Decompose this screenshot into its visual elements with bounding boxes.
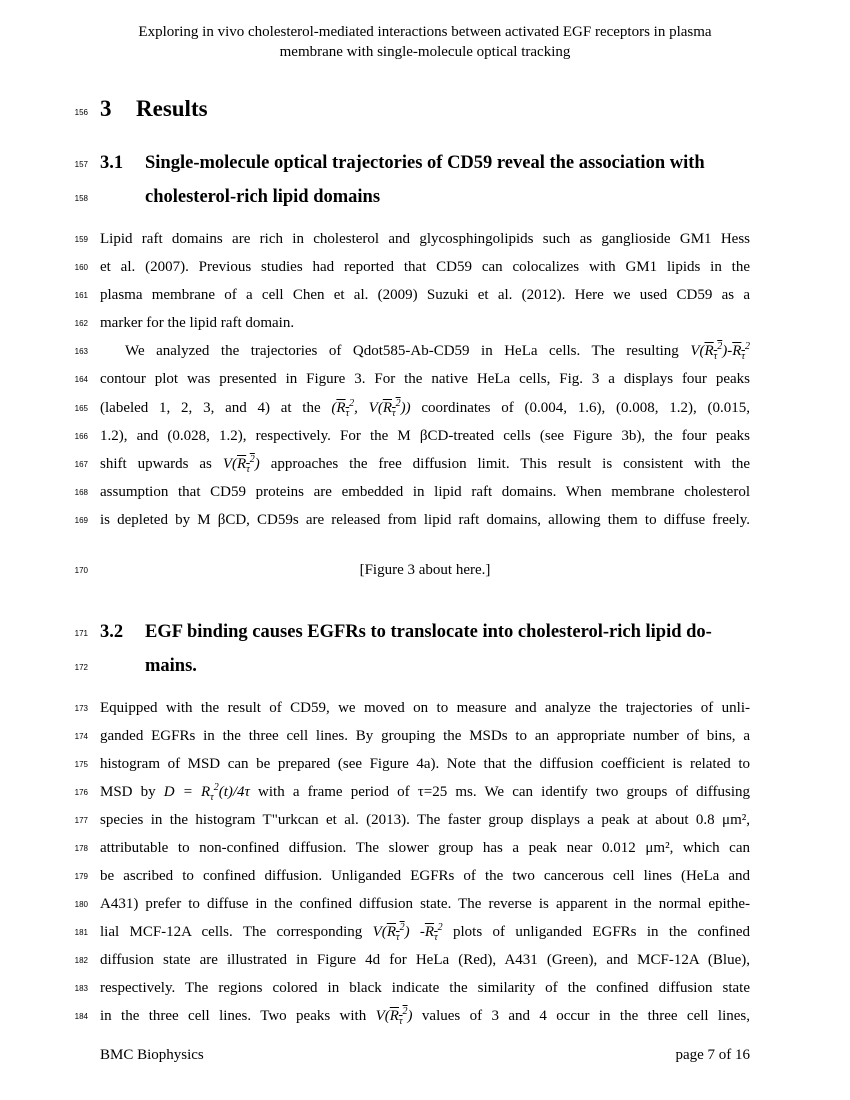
line-number: 184 [74, 1012, 88, 1021]
math-formula: $D = R_\tau^2(t)/4\tau$ [163, 782, 250, 803]
body-text-line [100, 1006, 750, 1026]
line-number: 156 [74, 108, 88, 117]
running-head-line: Exploring in vivo cholesterol-mediated interactions between activated EGF receptors in plasma [138, 24, 712, 40]
line-number: 159 [74, 235, 88, 244]
line-number: 163 [74, 347, 88, 356]
math-formula: $V(R_\tau^2)-R_\tau^2$ [690, 341, 751, 362]
line-number: 182 [74, 956, 88, 965]
body-text-line: histogram of MSD can be prepared (see Figure 4a). Note that the diffusion coefficient is related to [100, 756, 750, 772]
figure-placeholder: [Figure 3 about here.] [359, 562, 491, 578]
subsection-title-line: cholesterol-rich lipid domains [145, 187, 381, 207]
line-number: 160 [74, 263, 88, 272]
body-text-line: Lipid raft domains are rich in cholesterol and glycosphingolipids such as ganglioside GM1 Hess [100, 231, 750, 247]
subsection-title-line: mains. [145, 656, 197, 676]
line-number: 177 [74, 816, 88, 825]
subsection-number: 3.2 [100, 622, 124, 642]
body-text-line: attributable to non-confined diffusion. The slower group has a peak near 0.012 μm², which can [100, 840, 750, 856]
line-number: 173 [74, 704, 88, 713]
line-number: 172 [74, 663, 88, 672]
body-text-line [100, 782, 750, 802]
running-head-line: membrane with single-molecule optical tracking [279, 44, 571, 60]
line-number: 161 [74, 291, 88, 300]
line-number: 178 [74, 844, 88, 853]
subsection-heading [100, 150, 780, 176]
subsection-heading [100, 619, 780, 645]
body-text-line: contour plot was presented in Figure 3. For the native HeLa cells, Fig. 3 a displays four peaks [100, 371, 750, 387]
line-number: 181 [74, 928, 88, 937]
section-heading [100, 94, 780, 124]
body-text-line: 1.2), and (0.028, 1.2), respectively. For the M βCD-treated cells (see Figure 3b), the four peaks [100, 428, 750, 444]
body-text-line: assumption that CD59 proteins are embedded in lipid raft domains. When membrane cholesterol [100, 484, 750, 500]
body-text-segment: coordinates of (0.004, 1.6), (0.008, 1.2), (0.015, [421, 400, 751, 416]
line-number: 179 [74, 872, 88, 881]
body-text-segment: plots of unliganded EGFRs in the confined [453, 924, 751, 940]
body-text-line: marker for the lipid raft domain. [100, 315, 295, 331]
line-number: 170 [74, 566, 88, 575]
page-number: page 7 of 16 [675, 1047, 750, 1063]
body-text-segment: shift upwards as [100, 456, 212, 472]
line-number: 180 [74, 900, 88, 909]
line-number: 158 [74, 194, 88, 203]
section-number: 3 [100, 96, 112, 121]
body-text-line [100, 454, 750, 474]
line-number: 167 [74, 460, 88, 469]
line-number: 169 [74, 516, 88, 525]
math-formula: ($R_\tau^2$, $V(R_\tau^2)$) [331, 398, 411, 419]
line-number: 157 [74, 160, 88, 169]
math-formula: $V(R_\tau^2)$ [222, 454, 260, 475]
body-text-line: et al. (2007). Previous studies had reported that CD59 can colocalizes with GM1 lipids in the [100, 259, 750, 275]
body-text-line: be ascribed to confined diffusion. Unliganded EGFRs of the two cancerous cell lines (HeLa and [100, 868, 750, 884]
line-number: 175 [74, 760, 88, 769]
body-text-line: Equipped with the result of CD59, we moved on to measure and analyze the trajectories of unli- [100, 700, 750, 716]
body-text-segment: We analyzed the trajectories of Qdot585-Ab-CD59 in HeLa cells. The resulting [125, 343, 679, 359]
subsection-title-line: Single-molecule optical trajectories of CD59 reveal the association with [145, 153, 705, 173]
math-formula: $V(R_\tau^2)$ [375, 1006, 413, 1027]
body-text-line: plasma membrane of a cell Chen et al. (2009) Suzuki et al. (2012). Here we used CD59 as a [100, 287, 750, 303]
body-text-line: species in the histogram T"urkcan et al. (2013). The faster group displays a peak at about 0.8 μm², [100, 812, 750, 828]
line-number: 171 [74, 629, 88, 638]
body-text-segment: (labeled 1, 2, 3, and 4) at the [100, 400, 321, 416]
line-number: 165 [74, 404, 88, 413]
line-number: 176 [74, 788, 88, 797]
body-text-line: respectively. The regions colored in black indicate the similarity of the confined diffusion state [100, 980, 750, 996]
running-head [60, 22, 790, 62]
subsection-title-line: EGF binding causes EGFRs to translocate into cholesterol-rich lipid do- [145, 622, 712, 642]
body-text-segment: approaches the free diffusion limit. This result is consistent with the [270, 456, 750, 472]
body-text-line: diffusion state are illustrated in Figure 4d for HeLa (Red), A431 (Green), and MCF-12A (Blue), [100, 952, 750, 968]
line-number: 166 [74, 432, 88, 441]
line-number: 162 [74, 319, 88, 328]
subsection-number: 3.1 [100, 153, 124, 173]
body-text-line: ganded EGFRs in the three cell lines. By grouping the MSDs to an appropriate number of bins, a [100, 728, 750, 744]
journal-name: BMC Biophysics [100, 1047, 204, 1063]
body-text-segment: values of 3 and 4 occur in the three cell lines, [421, 1008, 751, 1024]
body-text-segment: lial MCF-12A cells. The corresponding [100, 924, 363, 940]
line-number: 164 [74, 375, 88, 384]
body-text-line: is depleted by M βCD, CD59s are released from lipid raft domains, allowing them to diffuse freely. [100, 512, 750, 528]
math-formula: $V(R_\tau^2)$ $-R_\tau^2$ [372, 922, 443, 943]
body-text-line [100, 922, 750, 942]
line-number: 168 [74, 488, 88, 497]
body-text-line [100, 341, 750, 361]
body-text-line [100, 398, 750, 418]
line-number: 174 [74, 732, 88, 741]
body-text-segment: MSD by [100, 784, 156, 800]
body-text-segment: with a frame period of τ=25 ms. We can identify two groups of diffusing [258, 784, 751, 800]
body-text-line: A431) prefer to diffuse in the confined diffusion state. The reverse is apparent in the normal epithe- [100, 896, 750, 912]
line-number: 183 [74, 984, 88, 993]
body-text-segment: in the three cell lines. Two peaks with [100, 1008, 367, 1024]
section-title: Results [136, 96, 208, 121]
